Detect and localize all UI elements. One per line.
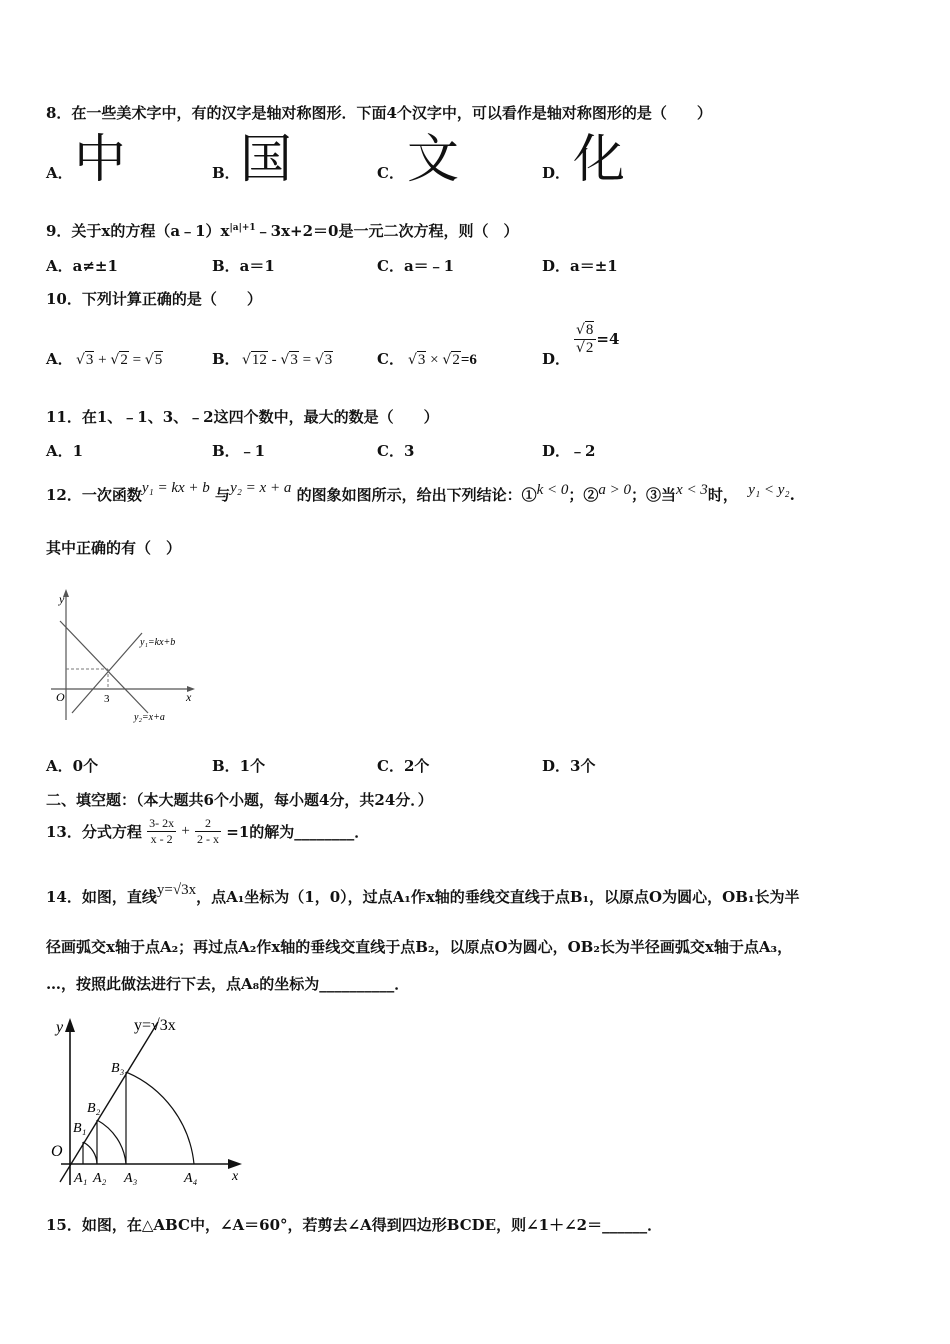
q14-label-a4: A₄ <box>184 1171 198 1186</box>
q14-stem-line1: 14．如图，直线y=√3x，点A₁坐标为（1，0），过点A₁作x轴的垂线交直线于点B₁，以原点O为圆心，OB₁长为半 <box>46 882 800 906</box>
q8-option-a-char: 中 <box>74 130 127 190</box>
q14-x-arrow <box>228 1159 242 1169</box>
q8-option-d-char: 化 <box>573 130 626 190</box>
q14-label-b1: B₁ <box>73 1121 87 1136</box>
q10-option-a-expr: √3 + √2 = √5 <box>76 352 163 368</box>
q14-label-line: y=√3x <box>134 1017 176 1034</box>
q14-arc-3 <box>126 1072 194 1164</box>
q12-option-d: D．3个 <box>542 757 596 775</box>
q8-option-c-label: C． <box>377 164 404 182</box>
q9-option-a: A．a≠±1 <box>46 257 118 275</box>
q8-option-b-char: 国 <box>240 130 293 190</box>
q12-label-x: x <box>186 690 192 704</box>
q14-label-o: O <box>51 1143 63 1160</box>
q12-label-y: y <box>59 592 65 606</box>
q12-option-b: B．1个 <box>212 757 266 775</box>
q9-option-d: D．a＝±1 <box>542 257 618 275</box>
q10-option-d-label: D． <box>542 350 571 368</box>
q12-graph <box>46 585 206 735</box>
q14-label-a1: A₁ <box>74 1171 88 1186</box>
q12-label-three: 3 <box>104 693 110 705</box>
q8-option-a-label: A． <box>46 164 73 182</box>
q14-line <box>60 1022 158 1182</box>
q10-option-d-expr: $\frac{√8}{√2}$ =4 <box>576 322 620 356</box>
q12-stem-line2: 其中正确的有（ ） <box>46 539 182 557</box>
q9-option-c: C．a＝﹣1 <box>377 257 455 275</box>
q11-stem: 11．在1、﹣1、3、﹣2这四个数中，最大的数是（ ） <box>46 408 439 426</box>
q10-option-a-label: A． <box>46 350 73 368</box>
q10-option-c-label: C． <box>377 350 404 368</box>
q14-label-y: y <box>56 1019 64 1036</box>
q14-label-b2: B₂ <box>87 1101 101 1116</box>
q12-label-line-y1: y₂=x+a <box>134 712 165 723</box>
q8-option-b-label: B． <box>212 164 240 182</box>
q14-stem-line3: …，按照此做法进行下去，点A₈的坐标为__________． <box>46 975 410 993</box>
q10-option-b-expr: √12 - √3 = √3 <box>242 352 333 368</box>
q12-label-line-y2: y₁=kx+b <box>140 637 176 648</box>
q12-option-a: A．0个 <box>46 757 99 775</box>
q14-label-a3: A₃ <box>124 1171 138 1186</box>
q9-stem: 9．关于x的方程$(a﹣1)x^{|a|+1}﹣3x+2=0$是一元二次方程，则（ ） <box>46 222 519 240</box>
q8-option-c-char: 文 <box>407 130 460 190</box>
q12-label-o: O <box>56 690 65 704</box>
q14-y-arrow <box>65 1018 75 1032</box>
q11-option-a: A．1 <box>46 442 84 460</box>
q12-option-c: C．2个 <box>377 757 430 775</box>
q14-label-a2: A₂ <box>93 1171 107 1186</box>
q11-option-c: C．3 <box>377 442 415 460</box>
q8-option-d-label: D． <box>542 164 571 182</box>
q11-option-d: D．﹣2 <box>542 442 596 460</box>
q14-label-x: x <box>232 1169 239 1184</box>
q14-arc-1 <box>83 1142 97 1164</box>
q14-label-b3: B₃ <box>111 1061 125 1076</box>
q12-stem: 12．一次函数y₁ = kx + b 与y₂ = x + a 的图象如图所示，给出下列结论：①k < 0；②a > 0；③当x < 3时， y₁ < y₂. <box>46 480 795 504</box>
q9-option-b: B．a＝1 <box>212 257 275 275</box>
q14-stem-line2: 径画弧交x轴于点A₂；再过点A₂作x轴的垂线交直线于点B₂，以原点O为圆心，OB₂长为半径画弧交x轴于点A₃， <box>46 938 793 956</box>
q11-option-b: B．﹣1 <box>212 442 266 460</box>
q14-arc-2 <box>97 1120 126 1164</box>
section2-heading: 二、填空题：（本大题共6个小题，每小题4分，共24分．） <box>46 791 433 809</box>
q14-graph <box>46 1010 256 1190</box>
q8-stem: 8．在一些美术字中，有的汉字是轴对称图形．下面4个汉字中，可以看作是轴对称图形的是（ ） <box>46 104 712 122</box>
q10-option-c-expr: √3 × √2=6 <box>408 352 477 368</box>
q13-stem: 13．分式方程 $\frac{3- 2x}{x - 2}$ + $\frac{2}{2 - x}$ =1的解为________． <box>46 816 370 846</box>
q10-option-b-label: B． <box>212 350 240 368</box>
q10-stem: 10．下列计算正确的是（ ） <box>46 290 262 308</box>
q15-stem: 15．如图，在△ABC中，∠A＝60°，若剪去∠A得到四边形BCDE，则∠1＋∠2＝______． <box>46 1216 663 1234</box>
